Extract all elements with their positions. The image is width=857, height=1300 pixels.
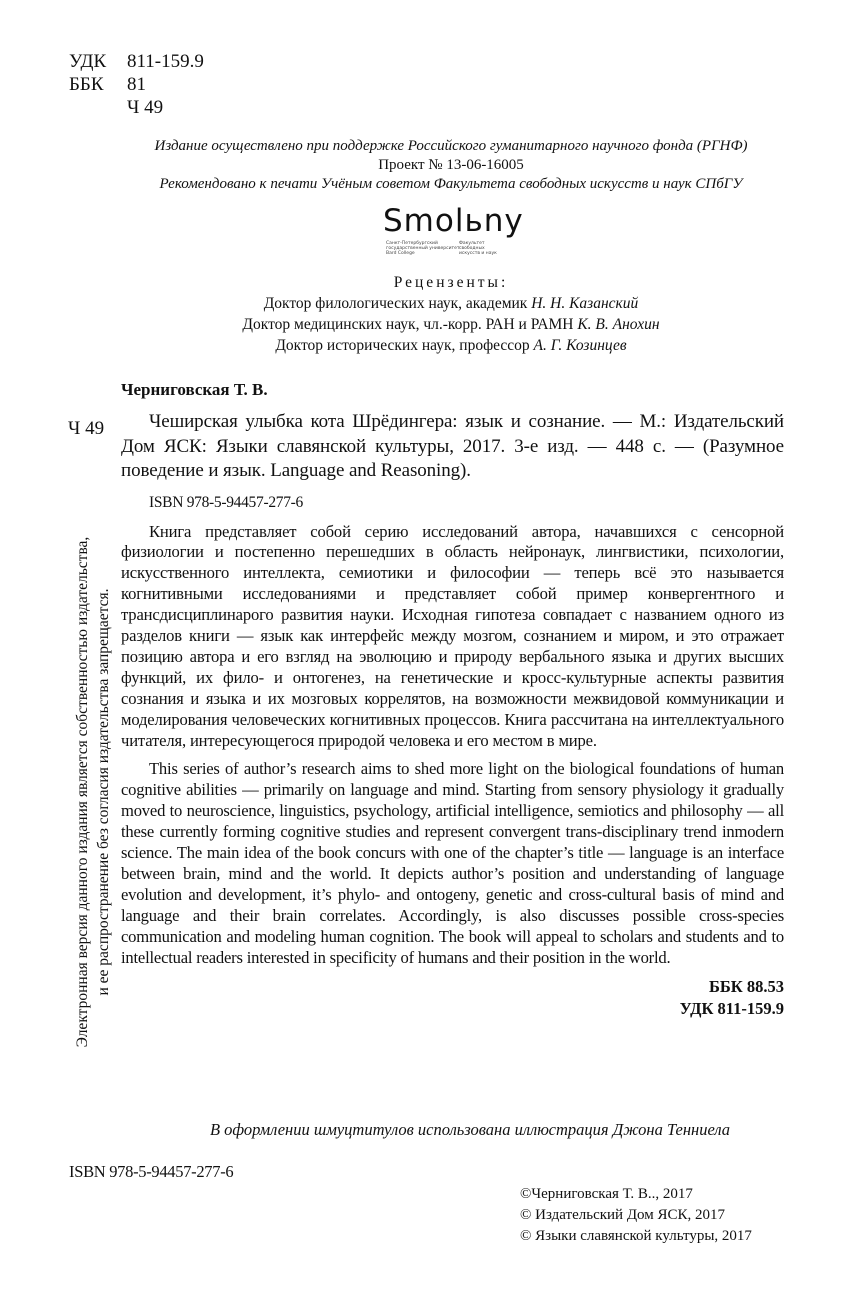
- bbk-value: 81: [127, 74, 146, 95]
- abstract-english: This series of author’s research aims to shed more light on the biological foundations of human cognitive abilities — primarily on language and mind. Starting from sensory physiology it gradually moved to neuroscience, linguistics, psychology, artificial intelligence, semiotics and philosophy — all these currently forming cognitive studies and represent convergent trans-disciplinary trend inmodern science. The main idea of the book concurs with one of the chapter’s title — language is an interface between brain, mind and the world. It depicts author’s position and understanding of language evolution and development, it’s phylo- and ontogeny, genetic and cross-cultural basis of mind and language and their brain correlates. Accordingly, is also discusses possible cross-species communication and modeling human cognition. The book will appeal to scholars and students and to intellectual readers interested in specificity of humans and their position in the world.: [121, 759, 784, 967]
- reviewers-block: [120, 272, 782, 356]
- notice-line-1: Электронная версия данного издания является собственностью издательства,: [74, 536, 91, 1048]
- copyright-line: ©Черниговская Т. В.., 2017: [520, 1186, 693, 1202]
- support-block: [110, 137, 792, 194]
- isbn-top: ISBN 978-5-94457-277-6: [149, 493, 303, 511]
- abstract-russian: Книга представляет собой серию исследований автора, начавшихся с сенсорной физиологии и постепенно перешедших в область нейронаук, лингвистики, психологии, искусственного интеллекта, семиотики и философии — теперь всё это называется когнитивными исследованиями и представляет собой пример конвергентного и трансдисциплинарого развития науки. Исходная гипотеза совпадает с названием одного из разделов книги — язык как интерфейс между мозгом, сознанием и миром, и это отражает позицию автора и его взгляд на эволюцию и природу вербального языка и других высших функций, их фило- и онтогенез, на генетические и кросс-культурные аспекты развития сознания и языка и их мозговых коррелятов, на возможности межвидовой коммуникации и моделирования человеческих когнитивных процессов. Книга рассчитана на интеллектуального читателя, интересующегося природой человека и его местом в мире.: [121, 521, 784, 750]
- author-heading: Черниговская Т. В.: [121, 380, 268, 399]
- copyright-block: [520, 1184, 752, 1247]
- author-mark: Ч 49: [127, 97, 164, 118]
- reviewers-heading: Рецензенты:: [393, 274, 509, 291]
- recommendation-note: Рекомендовано к печати Учёным советом Факультета свободных искусств и наук СПбГУ: [159, 176, 743, 192]
- logo-subtitle-right: Факультет свободных искусств и наук: [459, 241, 497, 256]
- reviewer-3: Доктор исторических наук, профессор А. Г. Козинцев: [275, 337, 627, 354]
- reviewer-1-name: Н. Н. Казанский: [531, 295, 639, 312]
- title-entry: Чеширская улыбка кота Шрёдингера: язык и сознание. — М.: Издательский Дом ЯСК: Языки славянской культуры, 2017. 3-е изд. — 448 с. — (Разумное поведение и язык. Language and Reasoning).: [121, 411, 784, 481]
- bbk-code: ББК 88.53: [708, 976, 784, 996]
- electronic-copy-notice: [72, 487, 114, 1097]
- call-number: Ч 49: [68, 418, 105, 439]
- smolny-logo: [383, 203, 528, 263]
- copyright-line: © Языки славянской культуры, 2017: [520, 1228, 752, 1244]
- funding-note: Издание осуществлено при поддержке Российского гуманитарного научного фонда (РГНФ): [154, 138, 748, 154]
- project-number: Проект № 13-06-16005: [378, 157, 524, 173]
- reviewer-3-name: А. Г. Козинцев: [533, 337, 627, 354]
- copyright-line: © Издательский Дом ЯСК, 2017: [520, 1207, 726, 1223]
- reviewer-2-name: К. В. Анохин: [577, 316, 660, 333]
- isbn-bottom: ISBN 978-5-94457-277-6: [69, 1162, 234, 1181]
- udk-code: УДК 811-159.9: [679, 998, 784, 1018]
- bbk-line: [69, 73, 204, 96]
- logo-subtitle-left: Санкт-Петербургский государственный университет Bard College: [386, 241, 460, 256]
- author-mark-line: [69, 96, 204, 119]
- classification-codes: [121, 976, 784, 1020]
- bbk-label: ББК: [69, 74, 104, 95]
- reviewer-1: Доктор филологических наук, академик Н. Н. Казанский: [263, 295, 639, 312]
- udk-label: УДК: [69, 51, 107, 72]
- classification-block: [69, 50, 204, 119]
- notice-line-2: и ее распространение без согласия издательства запрещается.: [95, 588, 112, 996]
- logo-wordmark: Smolьny: [383, 203, 524, 239]
- reviewer-2: Доктор медицинских наук, чл.-корр. РАН и РАМН К. В. Анохин: [242, 316, 660, 333]
- catalog-body: [121, 410, 784, 1020]
- udk-line: [69, 50, 204, 73]
- illustration-credit: В оформлении шмуцтитулов использована иллюстрация Джона Тенниела: [209, 1120, 731, 1139]
- udk-value: 811-159.9: [127, 51, 204, 72]
